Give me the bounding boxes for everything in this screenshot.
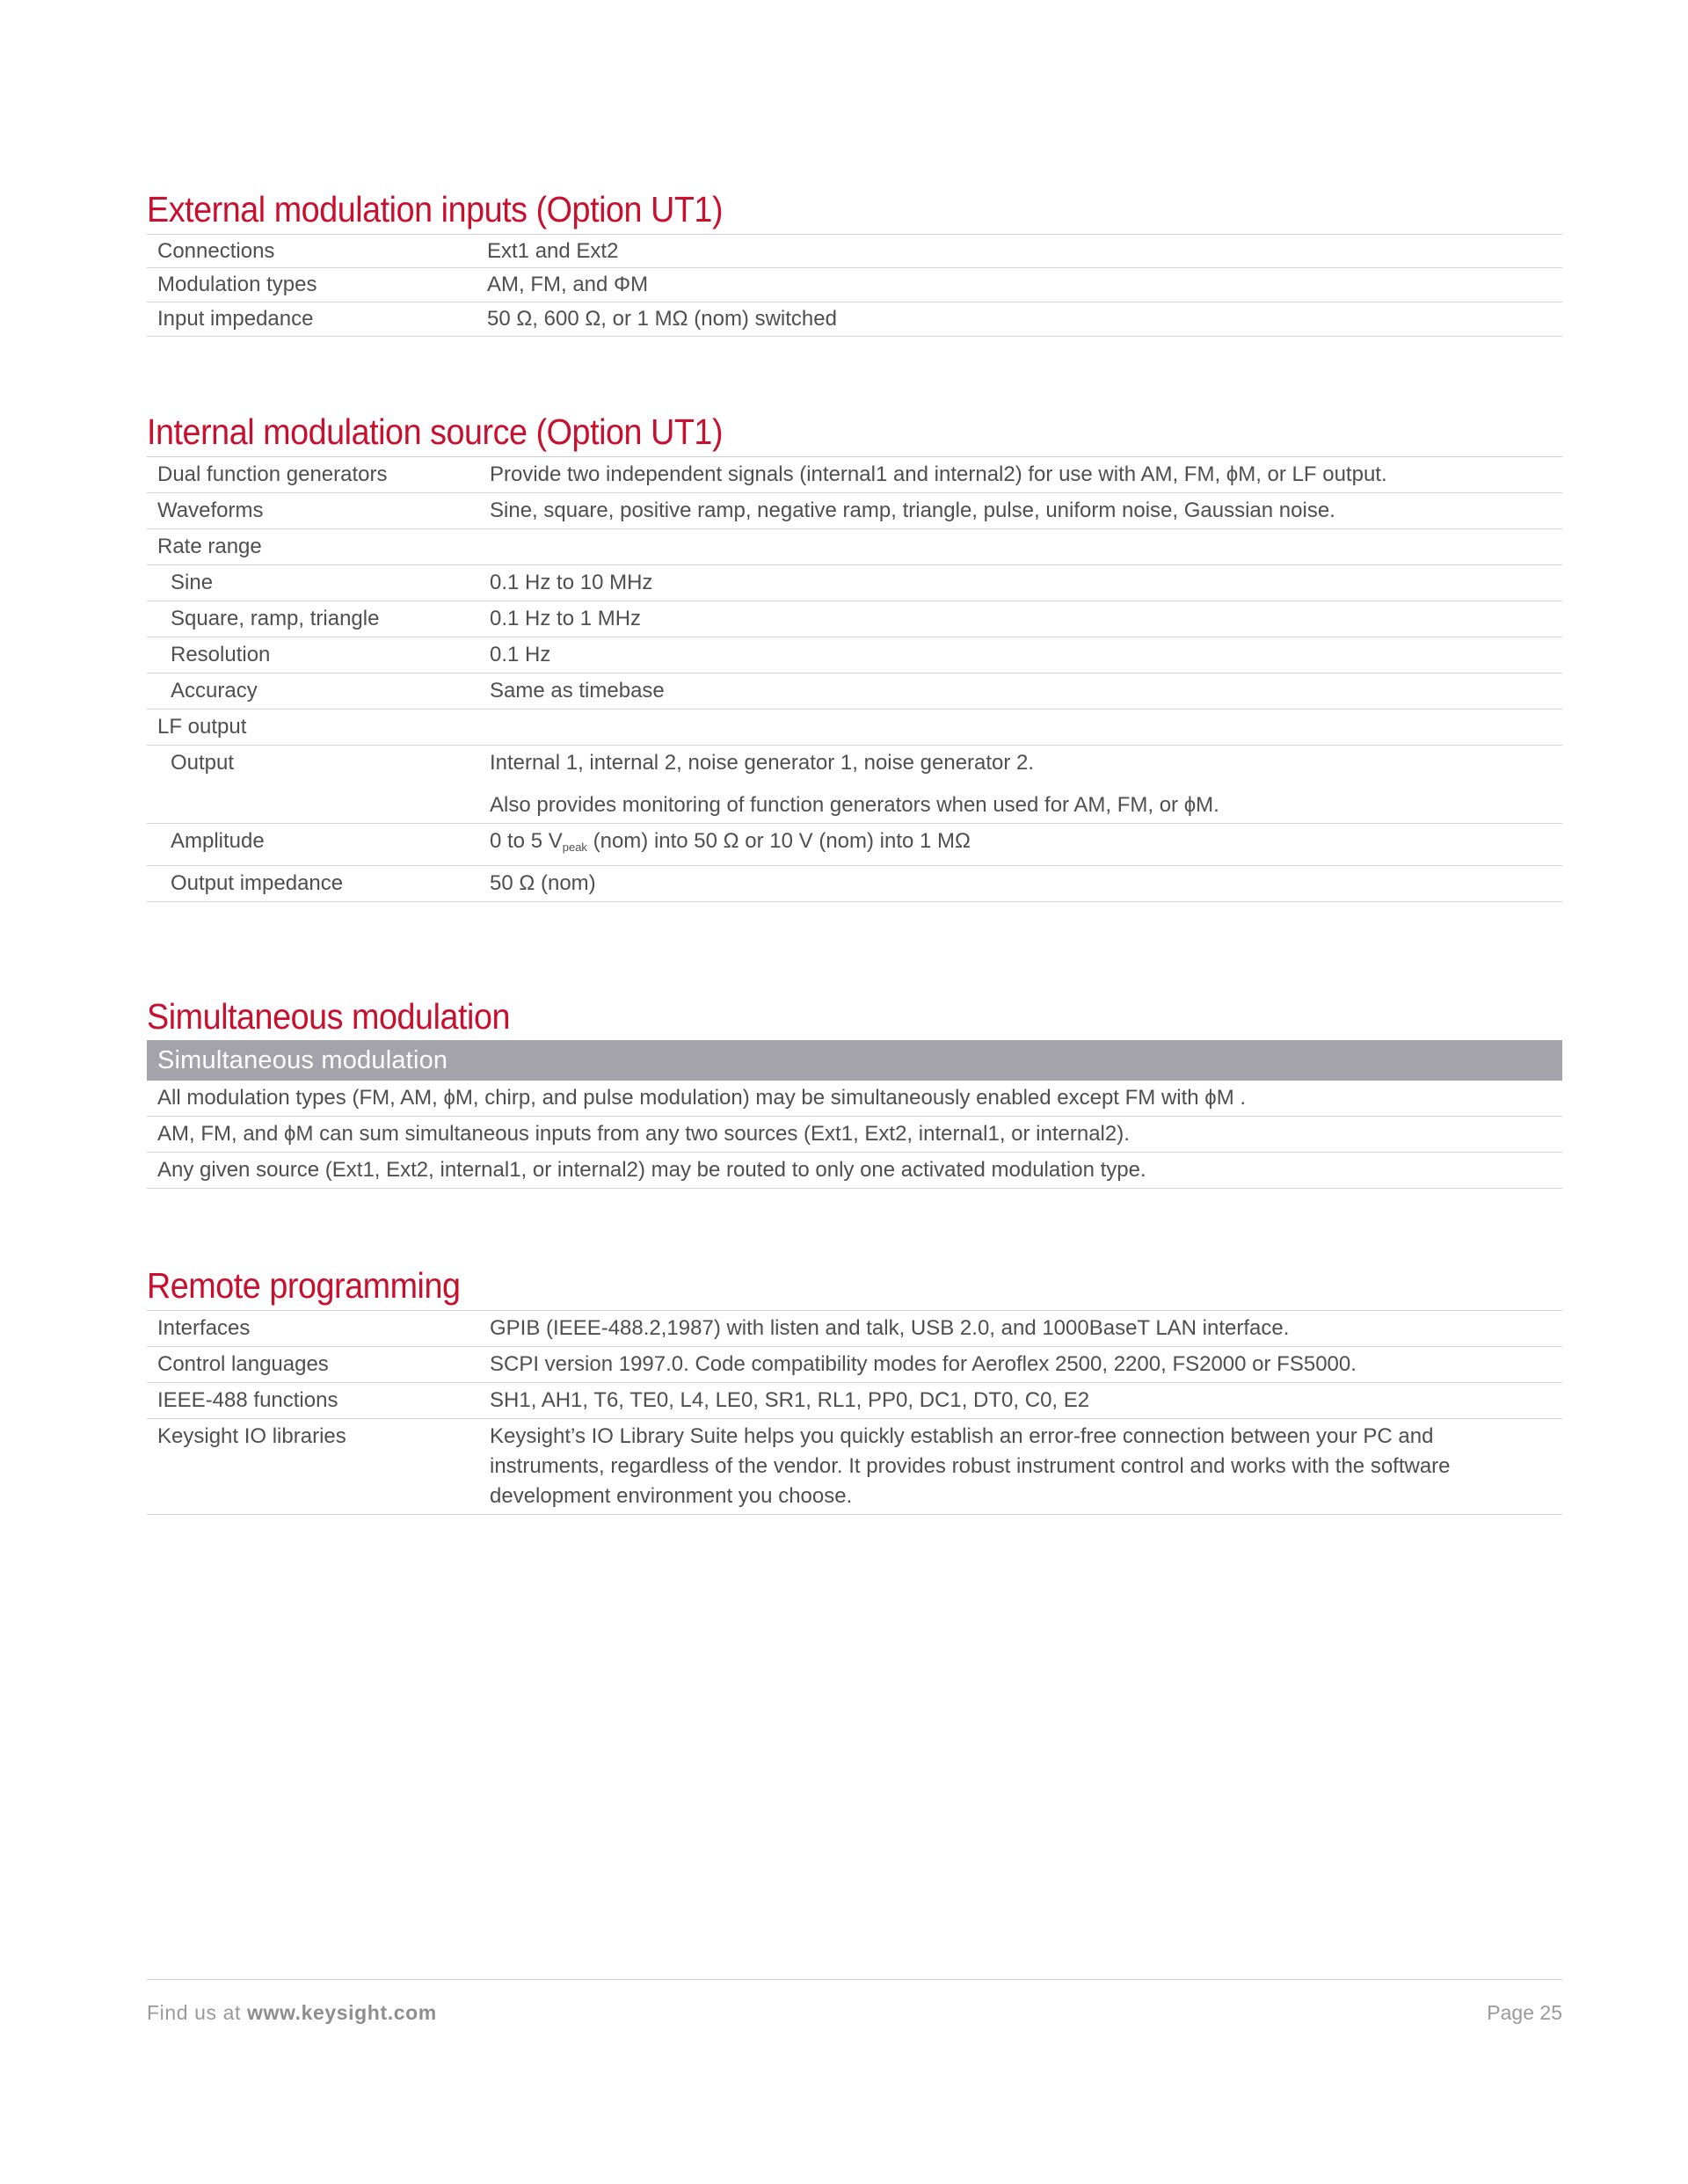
spec-key: Input impedance xyxy=(157,307,314,331)
spec-value xyxy=(490,529,1562,564)
list-item: All modulation types (FM, AM, ϕM, chirp, and pulse modulation) may be simultaneously enabled except FM with ϕM . xyxy=(147,1081,1562,1117)
spec-key: Sine xyxy=(171,571,214,594)
spec-row xyxy=(147,746,1562,824)
spec-key: IEEE-488 functions xyxy=(157,1388,338,1412)
spec-key: Interfaces xyxy=(157,1316,251,1340)
internal-modulation-section xyxy=(147,411,1562,902)
remote-programming-section xyxy=(147,1265,1562,1515)
spec-row xyxy=(147,601,1562,637)
page-footer xyxy=(147,1979,1562,2024)
spec-row xyxy=(147,493,1562,529)
spec-key: Modulation types xyxy=(157,273,317,296)
spec-row xyxy=(147,457,1562,493)
spec-row xyxy=(147,866,1562,902)
spec-row xyxy=(147,673,1562,710)
spec-key: Amplitude xyxy=(171,829,265,853)
spec-key: LF output xyxy=(157,715,247,739)
spec-value: 50 Ω, 600 Ω, or 1 MΩ (nom) switched xyxy=(487,307,837,331)
spec-value: Sine, square, positive ramp, negative ramp, triangle, pulse, uniform noise, Gaussian noise. xyxy=(490,499,1335,522)
spec-row xyxy=(147,302,1562,337)
spec-key: Accuracy xyxy=(171,679,258,703)
footer-prefix: Find us at xyxy=(147,2001,247,2024)
spec-key: Output xyxy=(171,751,235,775)
spec-value: 0.1 Hz to 10 MHz xyxy=(490,571,653,594)
spec-row xyxy=(147,710,1562,746)
section-title: External modulation inputs (Option UT1) xyxy=(147,189,724,229)
footer-find-us xyxy=(147,2001,437,2025)
spec-row xyxy=(147,637,1562,673)
spec-value: Ext1 and Ext2 xyxy=(487,239,619,263)
list-item: Any given source (Ext1, Ext2, internal1, or internal2) may be routed to only one activated modulation type. xyxy=(147,1153,1562,1189)
spec-row xyxy=(147,529,1562,565)
section-title: Simultaneous modulation xyxy=(147,996,510,1037)
spec-value: AM, FM, and ΦM xyxy=(487,273,649,296)
spec-value: Same as timebase xyxy=(490,679,665,703)
spec-key: Control languages xyxy=(157,1352,329,1376)
spec-key: Output impedance xyxy=(171,871,344,895)
spec-value: 0.1 Hz to 1 MHz xyxy=(490,607,642,630)
spec-key: Dual function generators xyxy=(157,462,388,486)
footer-url-link[interactable]: www.keysight.com xyxy=(247,2001,437,2024)
spec-row xyxy=(147,235,1562,268)
spec-key: Connections xyxy=(157,239,275,263)
list-item: AM, FM, and ϕM can sum simultaneous inputs from any two sources (Ext1, Ext2, internal1, or internal2). xyxy=(147,1117,1562,1153)
spec-key: Keysight IO libraries xyxy=(157,1424,346,1448)
spec-key: Rate range xyxy=(157,535,262,558)
spec-row xyxy=(147,824,1562,866)
spec-row xyxy=(147,268,1562,302)
amplitude-subscript: peak xyxy=(562,841,587,854)
spec-value xyxy=(490,746,1562,823)
spec-value: SH1, AH1, T6, TE0, L4, LE0, SR1, RL1, PP0, DC1, DT0, C0, E2 xyxy=(490,1388,1090,1412)
spec-key: Resolution xyxy=(171,643,271,666)
spec-row xyxy=(147,1419,1562,1515)
spec-key: Square, ramp, triangle xyxy=(171,607,380,630)
spec-value: 0.1 Hz xyxy=(490,643,551,666)
spec-row xyxy=(147,1311,1562,1347)
spec-row xyxy=(147,1383,1562,1419)
spec-value-line: Also provides monitoring of function generators when used for AM, FM, or ϕM. xyxy=(490,793,1219,817)
spec-value: SCPI version 1997.0. Code compatibility modes for Aeroflex 2500, 2200, FS2000 or FS5000. xyxy=(490,1352,1357,1376)
section-title: Internal modulation source (Option UT1) xyxy=(147,411,724,452)
section-title: Remote programming xyxy=(147,1265,461,1306)
spec-row xyxy=(147,1347,1562,1383)
amplitude-prefix: 0 to 5 V xyxy=(490,829,563,853)
spec-value: GPIB (IEEE-488.2,1987) with listen and talk, USB 2.0, and 1000BaseT LAN interface. xyxy=(490,1316,1290,1340)
external-modulation-section xyxy=(147,189,1562,337)
table-header-bar: Simultaneous modulation xyxy=(147,1040,1562,1081)
page-number: Page 25 xyxy=(1487,2001,1562,2024)
spec-value: 50 Ω (nom) xyxy=(490,871,596,895)
spec-value xyxy=(490,710,1562,745)
spec-value xyxy=(490,824,1562,865)
amplitude-suffix: (nom) into 50 Ω or 10 V (nom) into 1 MΩ xyxy=(586,829,971,853)
simultaneous-modulation-section xyxy=(147,996,1562,1189)
spec-row xyxy=(147,565,1562,601)
spec-value: Keysight’s IO Library Suite helps you quickly establish an error-free connection between your PC and instruments, regardless of the vendor. It provides robust instrument control and works with the software development environment you choose. xyxy=(490,1424,1451,1508)
spec-value: Provide two independent signals (internal1 and internal2) for use with AM, FM, ϕM, or LF output. xyxy=(490,462,1387,486)
spec-key: Waveforms xyxy=(157,499,264,522)
spec-value-line: Internal 1, internal 2, noise generator 1, noise generator 2. xyxy=(490,751,1035,775)
